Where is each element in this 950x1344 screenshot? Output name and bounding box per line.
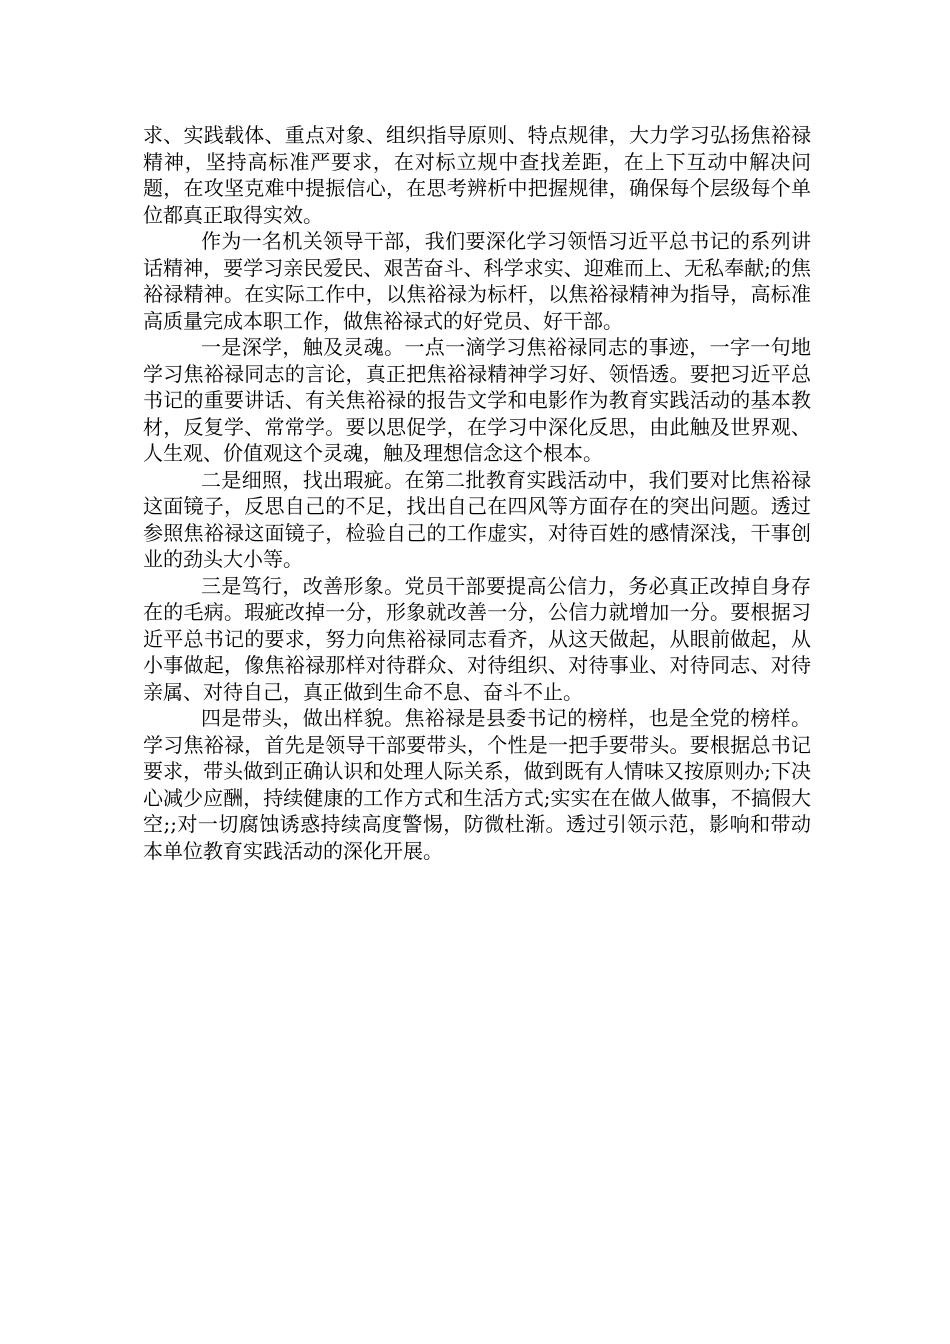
paragraph-lead-by-example: 四是带头，做出样貌。焦裕禄是县委书记的榜样，也是全党的榜样。学习焦裕禄，首先是领导干部要带头，个性是一把手要带头。要根据总书记要求，带头做到正确认识和处理人际关系，做到既有人情味又按原则办;下决心减少应酬，持续健康的工作方式和生活方式;实实在在做人做事，不搞假大空;;对一切腐蚀诱惑持续高度警惕，防微杜渐。透过引领示范，影响和带动本单位教育实践活动的深化开展。 xyxy=(143,706,811,863)
paragraph-deep-study: 一是深学，触及灵魂。一点一滴学习焦裕禄同志的事迹，一字一句地学习焦裕禄同志的言论，真正把焦裕禄精神学习好、领悟透。要把习近平总书记的重要讲话、有关焦裕禄的报告文学和电影作为教育实践活动的基本教材，反复学、常常学。要以思促学，在学习中深化反思，由此触及世界观、人生观、价值观这个灵魂，触及理想信念这个根本。 xyxy=(143,335,811,465)
paragraph-continued: 求、实践载体、重点对象、组织指导原则、特点规律，大力学习弘扬焦裕禄精神，坚持高标准严要求，在对标立规中查找差距，在上下互动中解决问题，在攻坚克难中提振信心，在思考辨析中把握规律，确保每个层级每个单位都真正取得实效。 xyxy=(143,123,811,227)
paragraph-practice: 三是笃行，改善形象。党员干部要提高公信力，务必真正改掉自身存在的毛病。瑕疵改掉一分，形象就改善一分，公信力就增加一分。要根据习近平总书记的要求，努力向焦裕禄同志看齐，从这天做起，从眼前做起，从小事做起，像焦裕禄那样对待群众、对待组织、对待事业、对待同志、对待亲属、对待自己，真正做到生命不息、奋斗不止。 xyxy=(143,573,811,704)
paragraph-cadre-duty: 作为一名机关领导干部，我们要深化学习领悟习近平总书记的系列讲话精神，要学习亲民爱民、艰苦奋斗、科学求实、迎难而上、无私奉献;的焦裕禄精神。在实际工作中，以焦裕禄为标杆，以焦裕禄精神为指导，高标准高质量完成本职工作，做焦裕禄式的好党员、好干部。 xyxy=(143,229,811,333)
document-body xyxy=(143,122,811,864)
paragraph-self-reflection: 二是细照，找出瑕疵。在第二批教育实践活动中，我们要对比焦裕禄这面镜子，反思自己的不足，找出自己在四风等方面存在的突出问题。透过参照焦裕禄这面镜子，检验自己的工作虚实，对待百姓的感情深浅，干事创业的劲头大小等。 xyxy=(143,467,811,571)
